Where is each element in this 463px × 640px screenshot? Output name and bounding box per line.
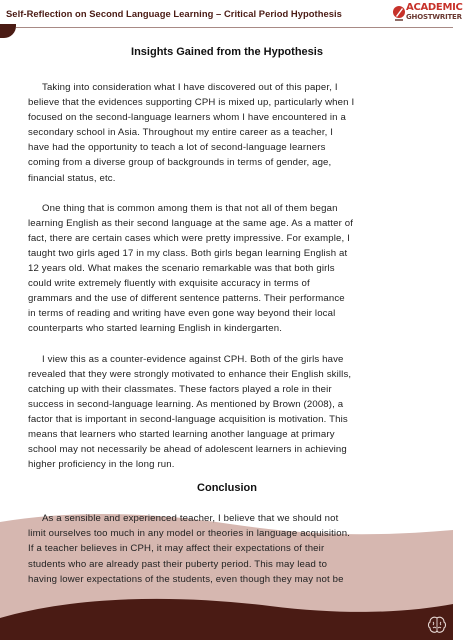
paragraph-line: having lower expectations of the students, even though they may not be (28, 573, 344, 585)
paragraph-line: could write extremely fluently with exquisite accuracy in terms of (28, 278, 310, 290)
paragraph-line: If a teacher believes in CPH, it may affect their expectations of their (28, 543, 325, 555)
paragraph-line: in terms of reading and writing have even gone way beyond their local (28, 308, 336, 320)
paragraph-line: school may not necessarily be ahead of adolescent learners in achieving (28, 444, 347, 456)
paragraph-line: students who are already past their puberty period. This may lead to (28, 558, 328, 570)
paragraph-line: As a sensible and experienced teacher, I believe that we should not (42, 513, 339, 525)
paragraph-line: limit ourselves too much in any model or theories in language acquisition. (28, 528, 350, 540)
logo-text-primary: ACADEMIC (406, 2, 463, 13)
paragraph-4 (28, 511, 426, 586)
paragraph-line: 12 years old. What makes the scenario remarkable was that both girls (28, 263, 335, 275)
header-divider (16, 27, 453, 28)
document-body (28, 44, 426, 587)
logo-text-secondary: GHOSTWRITER (406, 13, 462, 21)
brain-icon (427, 615, 447, 635)
page-header (0, 0, 463, 30)
paragraph-line: higher proficiency in the long run. (28, 459, 175, 471)
paragraph-line: success in second-language learning. As mentioned by Brown (2008), a (28, 398, 344, 410)
paragraph-line: coming from a diverse group of backgrounds in terms of gender, age, (28, 157, 332, 169)
paragraph-1 (28, 80, 426, 186)
paragraph-line: Taking into consideration what I have discovered out of this paper, I (42, 82, 338, 93)
paragraph-line: factor that is important in second-language acquisition is motivation. This (28, 413, 348, 425)
paragraph-3 (28, 352, 426, 473)
paragraph-line: counterparts who started learning English in kindergarten. (28, 323, 283, 335)
section-heading-insights: Insights Gained from the Hypothesis (131, 46, 323, 58)
paragraph-line: catching up with their classmates. These factors played a role in their (28, 383, 332, 395)
paragraph-line: focused on the second-language learners whom I have encountered in a (28, 112, 346, 124)
paragraph-line: One thing that is common among them is that not all of them began (42, 202, 338, 214)
paragraph-line: believe that the evidences supporting CPH is mixed up, particularly when I (28, 97, 355, 109)
paragraph-line: have had the opportunity to teach a lot of second-language learners (28, 142, 326, 154)
document-title: Self-Reflection on Second Language Learning – Critical Period Hypothesis (6, 8, 342, 19)
academic-ghostwriter-logo (392, 2, 463, 26)
paragraph-2 (28, 201, 426, 337)
logo-pen-icon (392, 4, 406, 22)
paragraph-line: means that learners who started learning another language at primary (28, 428, 335, 440)
section-heading-conclusion: Conclusion (197, 482, 257, 495)
paragraph-line: fact, there are certain cases which were pretty impressive. For example, I (28, 232, 350, 244)
paragraph-line: financial status, etc. (28, 172, 116, 184)
paragraph-line: taught two girls aged 17 in my class. Both girls began learning English at (28, 247, 348, 259)
paragraph-line: revealed that they were strongly motivated to enhance their English skills, (28, 368, 352, 380)
paragraph-line: secondary school in Asia. Throughout my entire career as a teacher, I (28, 127, 334, 139)
paragraph-line: I view this as a counter-evidence against CPH. Both of the girls have (42, 353, 344, 365)
header-corner-tab (0, 24, 16, 38)
paragraph-line: grammars and the use of different sentence patterns. Their performance (28, 293, 345, 305)
paragraph-line: learning English as their second language at the same age. As a matter of (28, 217, 354, 229)
